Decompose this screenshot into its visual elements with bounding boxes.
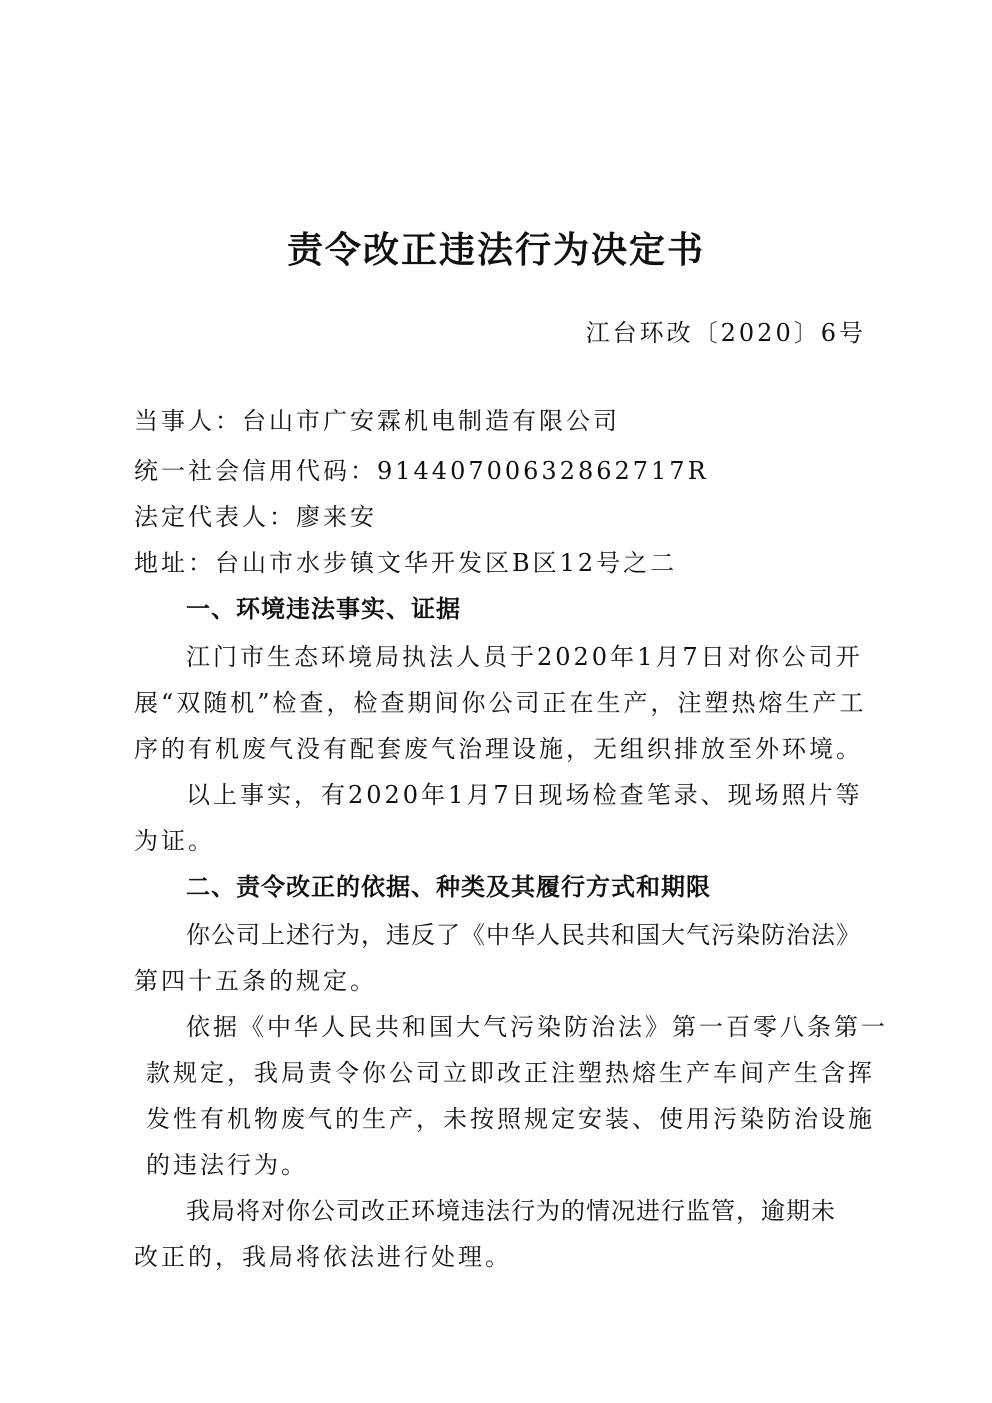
- legal-representative: 法定代表人：廖来安: [134, 503, 377, 531]
- section1-para2-line: 为证。: [134, 827, 215, 855]
- section2-para2-line: 依据《中华人民共和国大气污染防治法》第一百零八条第一: [186, 1013, 888, 1041]
- section1-heading: 一、环境违法事实、证据: [186, 595, 461, 623]
- section1-para1-line: 展“双随机”检查，检查期间你公司正在生产，注塑热熔生产工: [134, 689, 867, 717]
- section2-para3-line: 改正的，我局将依法进行处理。: [134, 1243, 512, 1271]
- section2-para1-line: 第四十五条的规定。: [134, 967, 377, 995]
- section1-para1-line: 序的有机废气没有配套废气治理设施，无组织排放至外环境。: [134, 735, 863, 763]
- document-title: 责令改正违法行为决定书: [286, 229, 705, 271]
- section1-para1-line: 江门市生态环境局执法人员于2020年1月7日对你公司开: [186, 643, 863, 671]
- section2-para2-line: 发性有机物废气的生产，未按照规定安装、使用污染防治设施: [146, 1105, 875, 1133]
- credit-code: 统一社会信用代码：91440700632862717R: [134, 457, 709, 485]
- section2-para3-line: 我局将对你公司改正环境违法行为的情况进行监管，逾期未: [186, 1197, 836, 1225]
- section1-para2-line: 以上事实，有2020年1月7日现场检查笔录、现场照片等: [186, 781, 863, 809]
- party-name: 当事人：台山市广安霖机电制造有限公司: [134, 407, 620, 435]
- document-number: 江台环改〔2020〕6号: [585, 319, 866, 347]
- section2-para2-line: 款规定，我局责令你公司立即改正注塑热熔生产车间产生含挥: [146, 1059, 875, 1087]
- section2-para1-line: 你公司上述行为，违反了《中华人民共和国大气污染防治法》: [186, 921, 861, 949]
- address: 地址：台山市水步镇文华开发区B区12号之二: [134, 549, 678, 577]
- section2-heading: 二、责令改正的依据、种类及其履行方式和期限: [186, 873, 711, 901]
- section2-para2-line: 的违法行为。: [146, 1151, 308, 1179]
